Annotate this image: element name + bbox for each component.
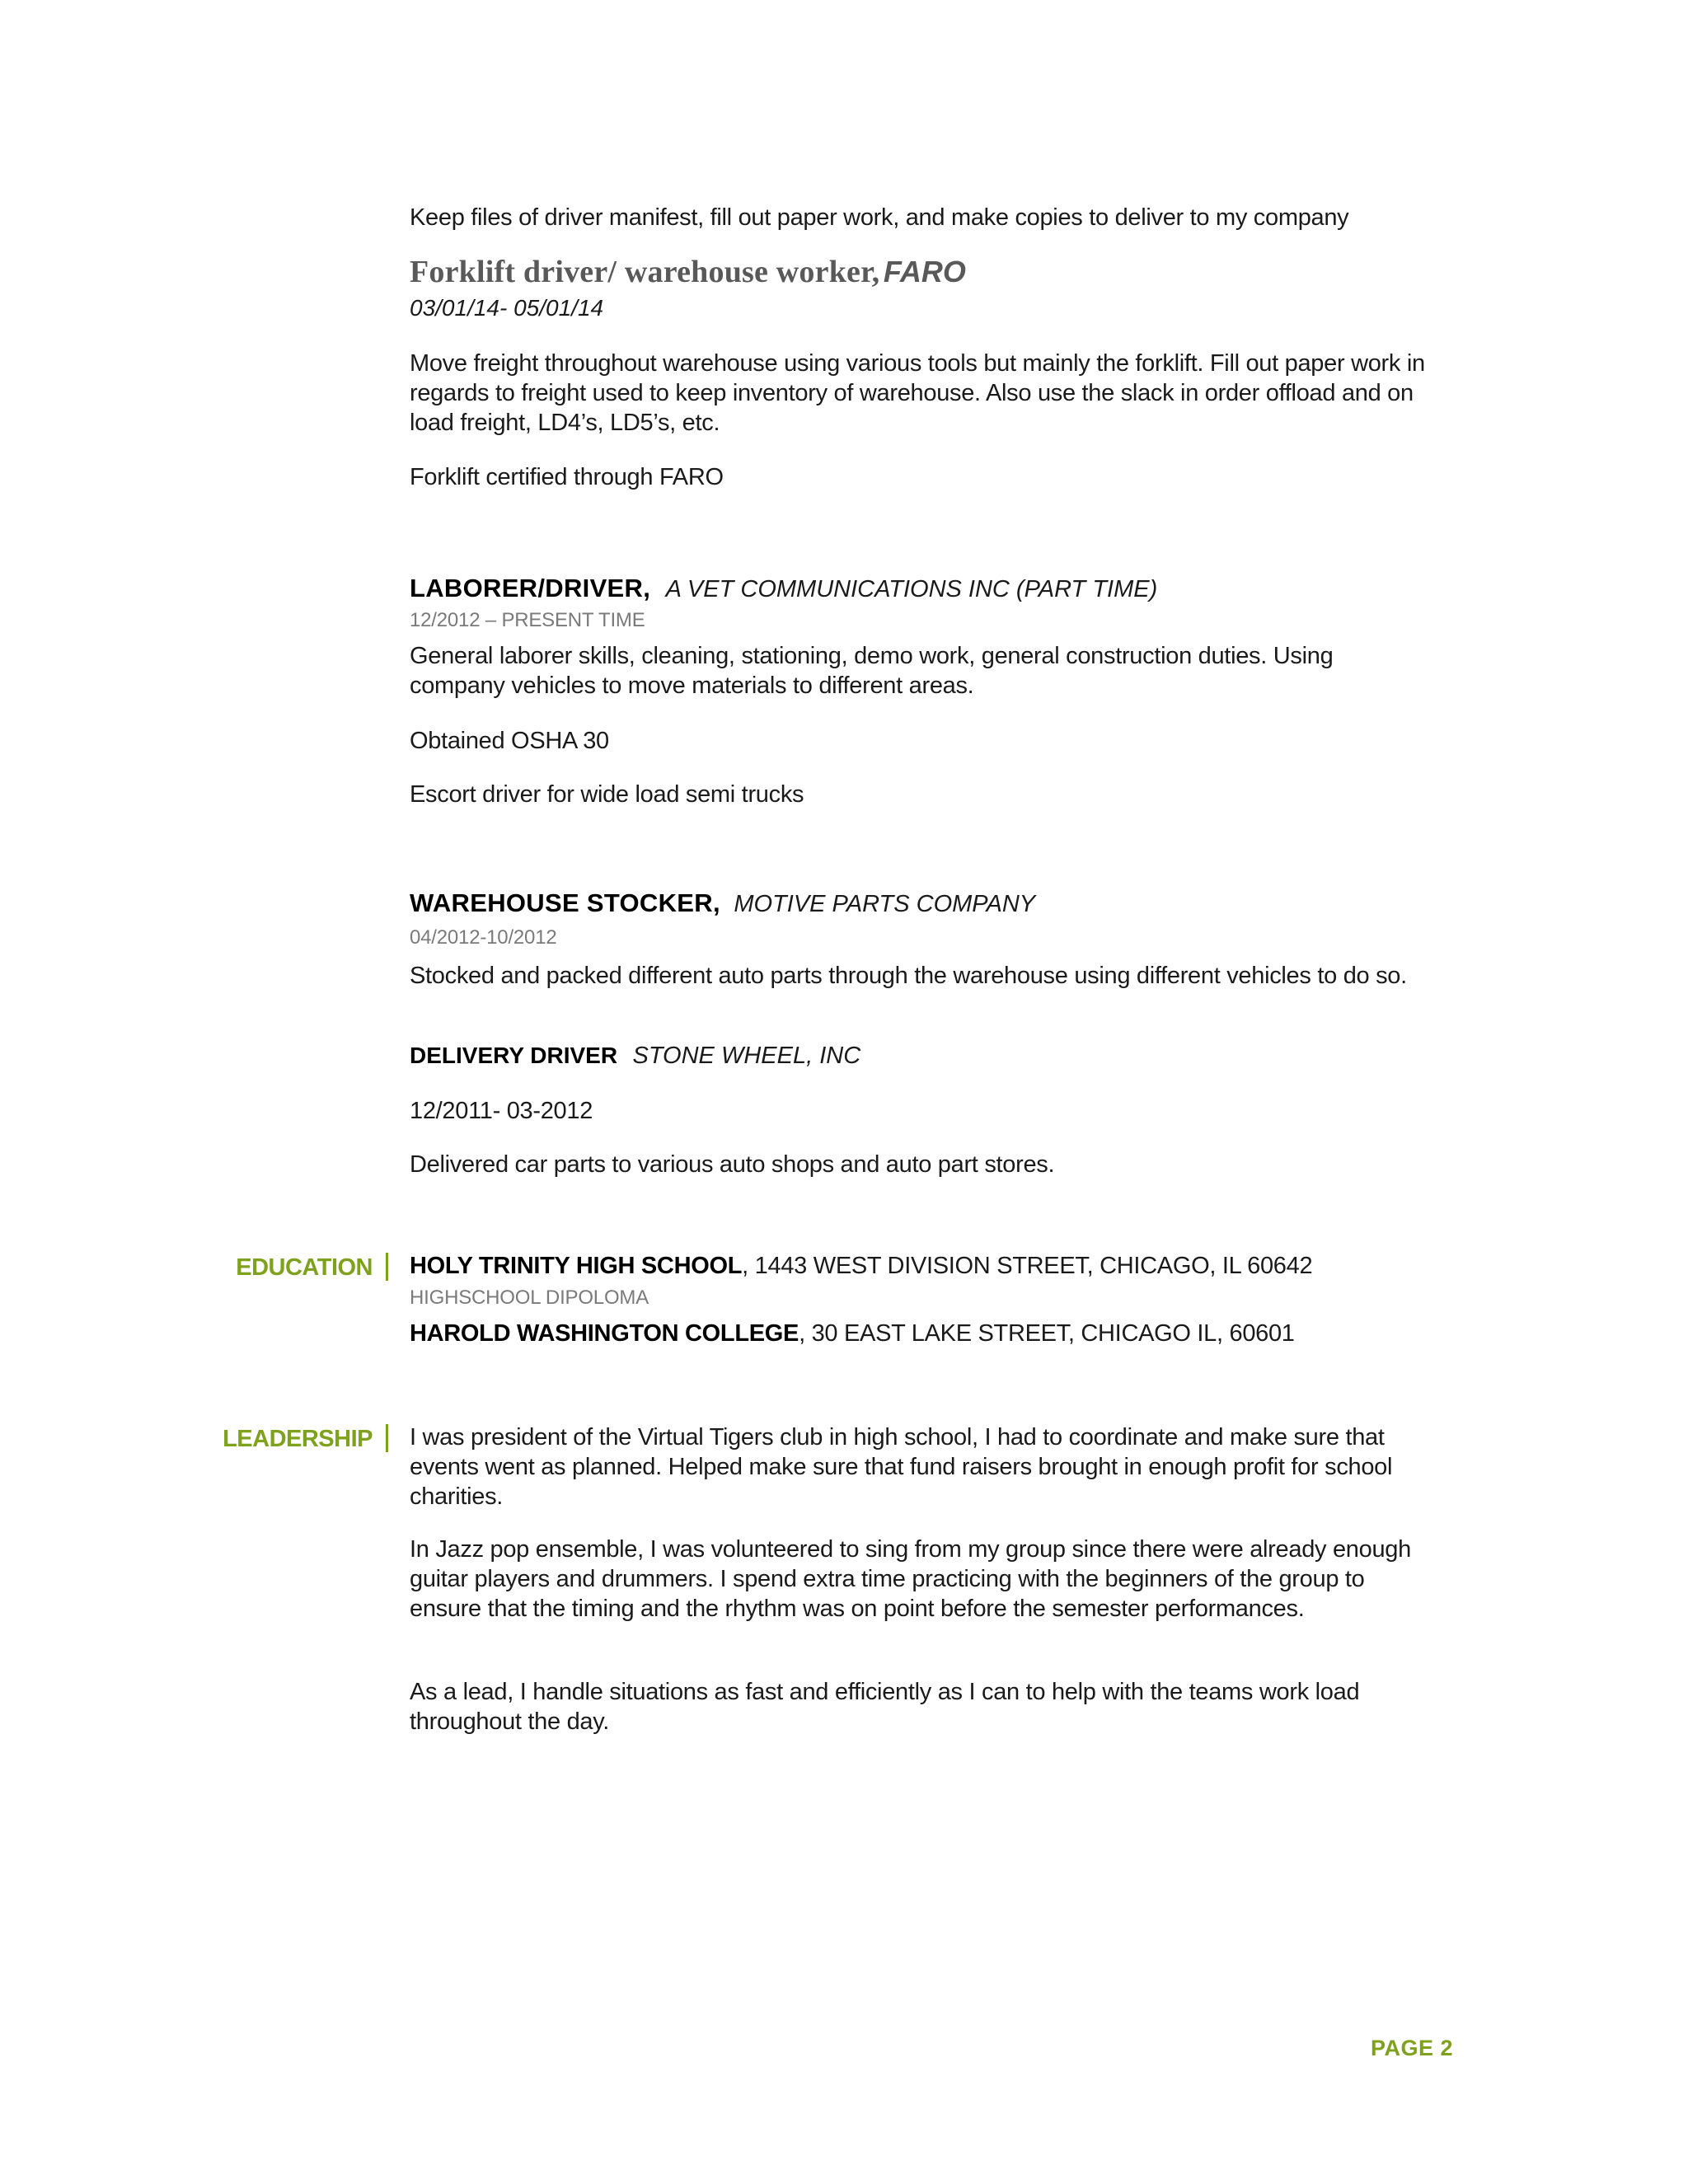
job-delivery — [410, 1043, 1432, 1070]
job-dates: 04/2012-10/2012 — [410, 926, 557, 949]
job-description: Move freight throughout warehouse using various tools but mainly the forklift. Fill out paper work in regards to freight used to keep inventory of warehouse. Also use the slack in order offload and on load freight, LD4’s, LD5’s, etc. — [410, 350, 1425, 436]
job-title: LABORER/DRIVER, — [410, 574, 651, 602]
job-dates: 12/2012 – PRESENT TIME — [410, 609, 645, 631]
education-school1 — [410, 1251, 1432, 1281]
school-degree: HIGHSCHOOL DIPOLOMA — [410, 1286, 649, 1309]
job-company: STONE WHEEL, INC — [632, 1043, 861, 1069]
section-divider — [386, 1253, 388, 1281]
job-title: WAREHOUSE STOCKER, — [410, 888, 720, 917]
school-address: , 30 EAST LAKE STREET, CHICAGO IL, 60601 — [799, 1320, 1295, 1347]
intro-line: Keep files of driver manifest, fill out paper work, and make copies to deliver to my company — [410, 204, 1349, 231]
section-label-leadership: LEADERSHIP — [223, 1426, 373, 1452]
job-description: Delivered car parts to various auto shops and auto part stores. — [410, 1151, 1055, 1178]
job-company: A VET COMMUNICATIONS INC (PART TIME) — [665, 576, 1158, 602]
job-description: Escort driver for wide load semi trucks — [410, 781, 804, 808]
section-divider — [386, 1424, 388, 1452]
job-description: Forklift certified through FARO — [410, 464, 724, 490]
school-name: HOLY TRINITY HIGH SCHOOL — [410, 1253, 743, 1279]
job-description: General laborer skills, cleaning, stationing, demo work, general construction duties. Using company vehicles to move materials to different areas. — [410, 643, 1334, 699]
job-title: DELIVERY DRIVER — [410, 1043, 618, 1068]
school-name: HAROLD WASHINGTON COLLEGE — [410, 1320, 799, 1347]
job-forklift — [410, 254, 1432, 290]
job-stocker — [410, 888, 1432, 918]
job-description: Stocked and packed different auto parts through the warehouse using different vehicles to do so. — [410, 963, 1407, 989]
job-company: FARO — [883, 255, 966, 288]
leadership-paragraph: As a lead, I handle situations as fast and efficiently as I can to help with the teams work load throughout the day. — [410, 1679, 1360, 1735]
job-company: MOTIVE PARTS COMPANY — [734, 891, 1036, 917]
education-school2 — [410, 1319, 1432, 1348]
page-number: PAGE 2 — [1370, 2036, 1453, 2060]
leadership-paragraph: I was president of the Virtual Tigers club in high school, I had to coordinate and make sure that events went as planned. Helped make sure that fund raisers brought in enough profit for school charities. — [410, 1424, 1393, 1510]
job-title: Forklift driver/ warehouse worker, — [410, 255, 880, 289]
job-laborer — [410, 574, 1432, 603]
leadership-paragraph: In Jazz pop ensemble, I was volunteered to sing from my group since there were already enough guitar players and drummers. I spend extra time practicing with the beginners of the group to ensure that the timing and the rhythm was on point before the semester performances. — [410, 1536, 1411, 1622]
section-label-education: EDUCATION — [236, 1254, 373, 1281]
job-description: Obtained OSHA 30 — [410, 728, 609, 754]
school-address: , 1443 WEST DIVISION STREET, CHICAGO, IL 60642 — [742, 1253, 1313, 1279]
job-dates: 12/2011- 03-2012 — [410, 1098, 593, 1124]
job-dates: 03/01/14- 05/01/14 — [410, 295, 604, 321]
